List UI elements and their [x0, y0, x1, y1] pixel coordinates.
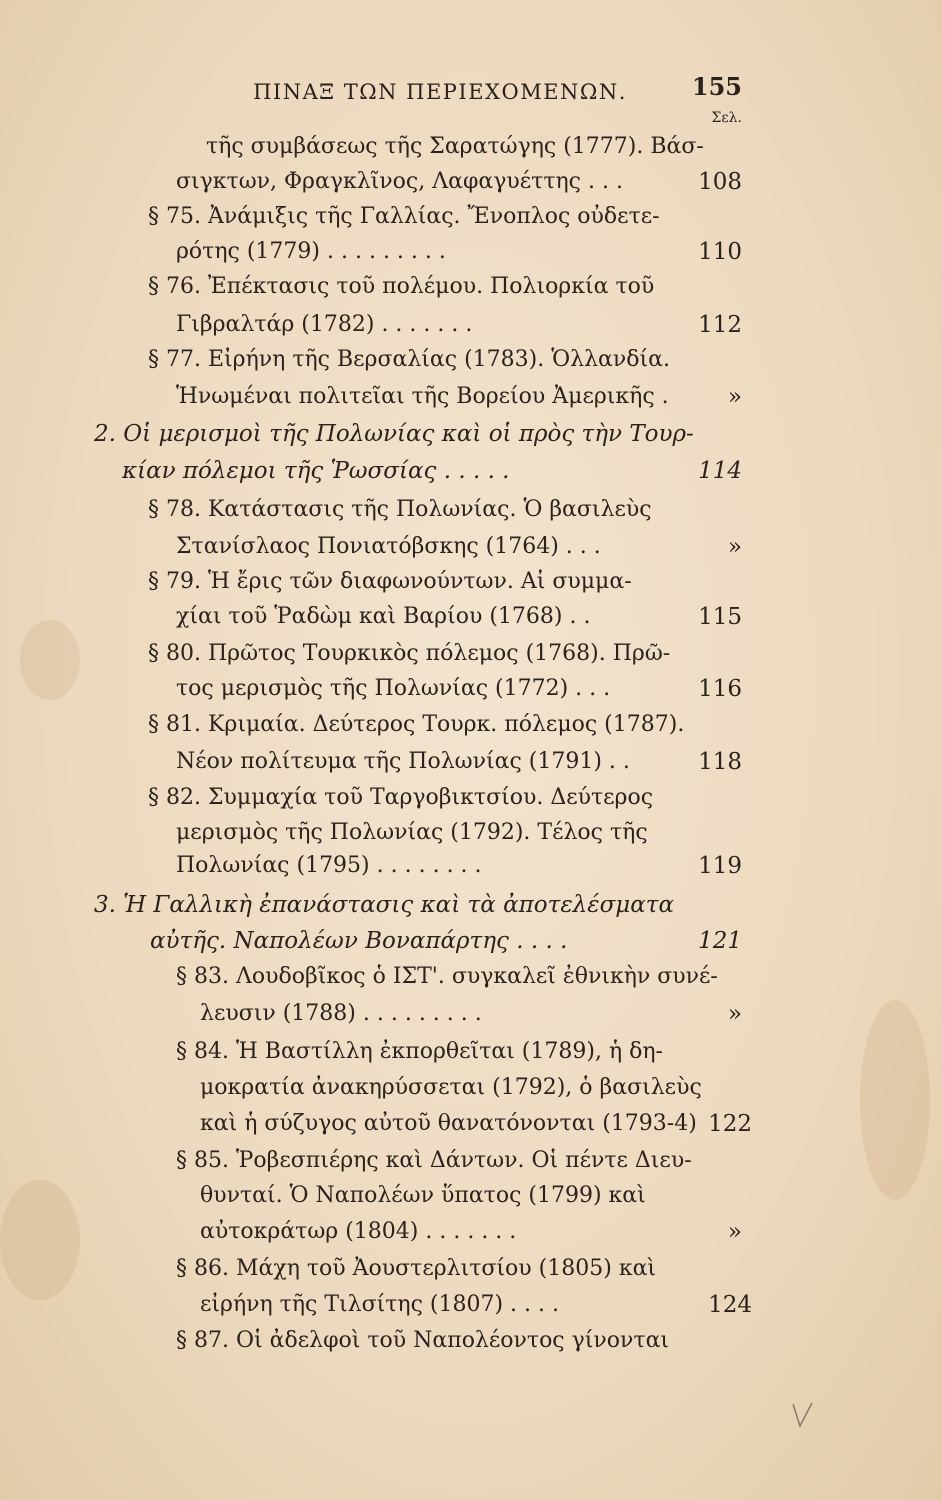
- toc-entry-page: 121: [698, 928, 742, 954]
- toc-entry-page: »: [727, 384, 742, 410]
- toc-entry-page: 108: [698, 169, 742, 195]
- toc-line: [0, 1033, 942, 1071]
- toc-entry-page: 110: [698, 239, 742, 265]
- toc-line: [0, 635, 942, 673]
- toc-entry-text: Γιβραλτάρ (1782) . . . . . . .: [176, 312, 473, 337]
- toc-line: [0, 528, 942, 566]
- toc-line: [0, 491, 942, 529]
- toc-entry-page: »: [727, 1219, 742, 1245]
- toc-entry-text: Ἡνωμέναι πολιτεῖαι τῆς Βορείου Ἀμερικῆς .: [176, 384, 669, 409]
- toc-line: [0, 163, 942, 201]
- toc-section-line: [0, 415, 942, 453]
- toc-entry-text: θυνταί. Ὁ Ναπολέων ὕπατος (1799) καὶ: [200, 1183, 646, 1208]
- toc-entry-text: εἰρήνη τῆς Τιλσίτης (1807) . . . .: [200, 1292, 560, 1317]
- toc-entry-text: τος μερισμὸς τῆς Πολωνίας (1772) . . .: [176, 676, 611, 701]
- toc-entry-text: § 79. Ἡ ἔρις τῶν διαφωνούντων. Αἱ συμμα-: [148, 569, 632, 594]
- toc-line: [0, 958, 942, 996]
- toc-line: [0, 1322, 942, 1360]
- toc-line: [0, 198, 942, 236]
- toc-line: [0, 341, 942, 379]
- toc-line: [0, 1105, 942, 1143]
- pencil-mark-icon: [790, 1400, 816, 1430]
- toc-line: [0, 233, 942, 271]
- toc-entry-page: 122: [708, 1111, 752, 1137]
- toc-entry-text: αὐτοκράτωρ (1804) . . . . . . .: [200, 1219, 517, 1244]
- toc-entry-page: 124: [708, 1292, 752, 1318]
- toc-entry-text: § 76. Ἐπέκτασις τοῦ πολέμου. Πολιορκία τοῦ: [148, 274, 655, 299]
- toc-entry-text: § 85. Ῥοβεσπιέρης καὶ Δάντων. Οἱ πέντε Διευ-: [176, 1148, 692, 1173]
- toc-section-line: [0, 922, 942, 960]
- page-number: 155: [691, 72, 742, 101]
- toc-entry-text: § 84. Ἡ Βαστίλλη ἐκπορθεῖται (1789), ἡ δη-: [176, 1039, 663, 1064]
- toc-entry-text: § 87. Οἱ ἀδελφοὶ τοῦ Ναπολέοντος γίνονται: [176, 1328, 670, 1353]
- toc-entry-text: § 78. Κατάστασις τῆς Πολωνίας. Ὁ βασιλεὺς: [148, 497, 652, 522]
- toc-line: [0, 563, 942, 601]
- toc-entry-page: 115: [698, 604, 742, 630]
- page-column-label: Σελ.: [711, 110, 742, 126]
- toc-entry-page: 119: [698, 853, 742, 879]
- toc-line: [0, 306, 942, 344]
- toc-line: [0, 779, 942, 817]
- toc-entry-text: καὶ ἡ σύζυγος αὐτοῦ θανατόνονται (1793-4): [200, 1111, 697, 1136]
- toc-section-line: [0, 452, 942, 490]
- toc-entry-page: 114: [698, 458, 742, 484]
- toc-entry-text: § 82. Συμμαχία τοῦ Ταργοβικτσίου. Δεύτερος: [148, 785, 654, 810]
- toc-entry-page: 112: [698, 312, 742, 338]
- toc-line: [0, 670, 942, 708]
- toc-section-text: κίαν πόλεμοι τῆς Ῥωσσίας . . . . .: [122, 458, 510, 484]
- toc-entry-text: Στανίσλαος Πονιατόβσκης (1764) . . .: [176, 534, 601, 559]
- toc-entry-text: σιγκτων, Φραγκλῖνος, Λαφαγυέττης . . .: [176, 169, 623, 194]
- toc-entry-text: § 81. Κριμαία. Δεύτερος Τουρκ. πόλεμος (1787).: [148, 712, 685, 737]
- toc-entry-page: »: [727, 1001, 742, 1027]
- toc-line: [0, 706, 942, 744]
- toc-line: [0, 743, 942, 781]
- page-title: ΠΙΝΑΞ ΤΩΝ ΠΕΡΙΕΧΟΜΕΝΩΝ.: [253, 80, 627, 104]
- toc-entry-text: μερισμὸς τῆς Πολωνίας (1792). Τέλος τῆς: [176, 820, 648, 845]
- toc-line: [0, 995, 942, 1033]
- toc-line: [0, 1250, 942, 1288]
- toc-section-line: [0, 886, 942, 924]
- toc-entry-text: ρότης (1779) . . . . . . . . .: [176, 239, 446, 264]
- toc-entry-text: § 83. Λουδοβῖκος ὁ ΙΣΤ'. συγκαλεῖ ἐθνικὴν συνέ-: [176, 964, 718, 989]
- toc-entry-text: λευσιν (1788) . . . . . . . . .: [200, 1001, 482, 1026]
- toc-line: [0, 847, 942, 885]
- toc-entry-page: 116: [698, 676, 742, 702]
- toc-line: [0, 598, 942, 636]
- toc-entry-text: Νέον πολίτευμα τῆς Πολωνίας (1791) . .: [176, 749, 630, 774]
- toc-entry-text: § 80. Πρῶτος Τουρκικὸς πόλεμος (1768). Πρῶ-: [148, 641, 671, 666]
- toc-line: [0, 1177, 942, 1215]
- toc-line: [0, 378, 942, 416]
- toc-entry-text: § 77. Εἰρήνη τῆς Βερσαλίας (1783). Ὁλλανδία.: [148, 347, 670, 372]
- toc-line: [0, 128, 942, 166]
- toc-line: [0, 1142, 942, 1180]
- toc-entry-text: § 86. Μάχη τοῦ Ἀουστερλιτσίου (1805) καὶ: [176, 1256, 657, 1281]
- toc-entry-text: Πολωνίας (1795) . . . . . . . .: [176, 853, 482, 878]
- toc-entry-text: χίαι τοῦ Ῥαδὼμ καὶ Βαρίου (1768) . .: [176, 604, 591, 629]
- toc-section-text: 2. Οἱ μερισμοὶ τῆς Πολωνίας καὶ οἱ πρὸς τὴν Τουρ-: [94, 421, 694, 447]
- toc-section-text: αὐτῆς. Ναπολέων Βοναπάρτης . . . .: [150, 928, 568, 954]
- toc-line: [0, 1286, 942, 1324]
- toc-entry-page: »: [727, 534, 742, 560]
- toc-line: [0, 268, 942, 306]
- toc-entry-text: μοκρατία ἀνακηρύσσεται (1792), ὁ βασιλεὺς: [200, 1075, 702, 1100]
- toc-entry-text: τῆς συμβάσεως τῆς Σαρατώγης (1777). Βάσ-: [206, 134, 704, 159]
- toc-entry-text: § 75. Ἀνάμιξις τῆς Γαλλίας. Ἔνοπλος οὐδετε-: [148, 204, 660, 229]
- toc-line: [0, 1069, 942, 1107]
- toc-line: [0, 1213, 942, 1251]
- toc-section-text: 3. Ἡ Γαλλικὴ ἐπανάστασις καὶ τὰ ἀποτελέσματα: [94, 892, 675, 918]
- toc-entry-page: 118: [698, 749, 742, 775]
